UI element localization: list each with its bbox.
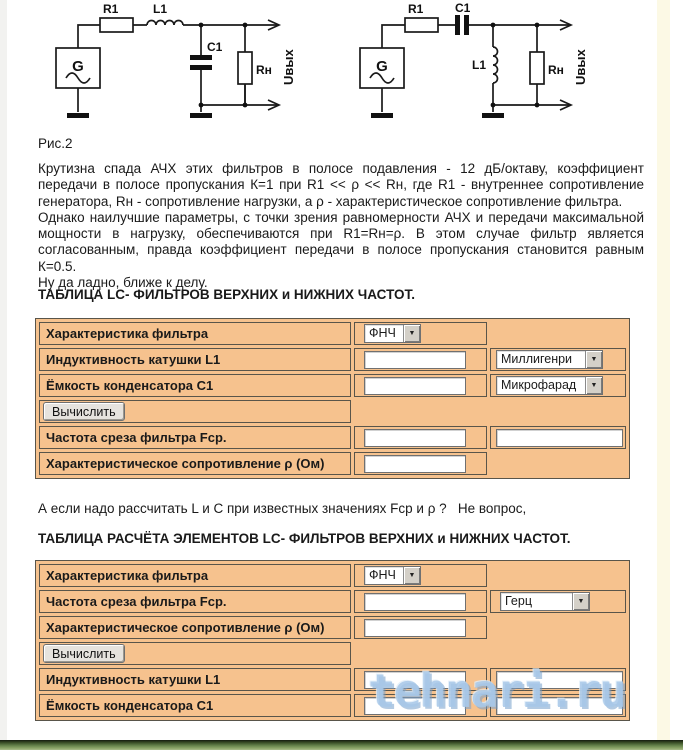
filter-type-value: ФНЧ [369, 326, 396, 340]
table-row [39, 564, 626, 587]
inductance-unit-value: Миллигенри [501, 352, 573, 366]
paragraph-line: Ну да ладно, ближе к делу. [38, 275, 208, 291]
label-g: G [72, 58, 84, 75]
filter-type-select[interactable] [364, 566, 421, 585]
table-row [39, 348, 626, 371]
capacitance-input[interactable] [364, 377, 466, 395]
impedance-label: Характеристическое сопротивление ρ (Ом) [46, 620, 325, 635]
inductance-input[interactable] [364, 351, 466, 369]
impedance-label: Характеристическое сопротивление ρ (Ом) [46, 456, 325, 471]
label-c1: C1 [207, 40, 223, 54]
label-uout: Uвых [573, 49, 588, 85]
table-row [39, 642, 626, 665]
table2-heading: ТАБЛИЦА РАСЧЁТА ЭЛЕМЕНТОВ LC- ФИЛЬТРОВ ВЕРХНИХ и НИЖНИХ ЧАСТОТ. [38, 531, 571, 546]
filter-type-label: Характеристика фильтра [46, 568, 209, 583]
capacitance-unit-value: Микрофарад [501, 378, 577, 392]
calculate-button[interactable]: Вычислить [43, 402, 125, 421]
label-rn: Rн [256, 63, 272, 77]
capacitance-label: Ёмкость конденсатора C1 [46, 698, 214, 713]
inductance-unit-select[interactable] [496, 350, 603, 369]
cutoff-frequency-input[interactable] [364, 593, 466, 611]
chevron-down-icon[interactable]: ▼ [572, 593, 589, 610]
label-l1: L1 [153, 2, 168, 16]
table-row [39, 400, 626, 423]
chevron-down-icon[interactable]: ▼ [403, 325, 420, 342]
inductance-label: Индуктивность катушки L1 [46, 672, 221, 687]
figure-caption: Рис.2 [38, 136, 73, 151]
cutoff-frequency-label: Частота среза фильтра Fср. [46, 594, 227, 609]
lowpass-circuit-schematic [56, 2, 296, 118]
lc-filter-table [35, 318, 630, 479]
frequency-unit-value: Герц [505, 594, 532, 608]
question-text: А если надо рассчитать L и C при известных значениях Fср и ρ ? Не вопрос, [38, 501, 527, 516]
filter-type-value: ФНЧ [369, 568, 396, 582]
cutoff-frequency-input[interactable] [364, 429, 466, 447]
calculate-button[interactable]: Вычислить [43, 644, 125, 663]
table-row [39, 590, 626, 613]
paragraph-line: Крутизна спада АЧХ этих фильтров в полосе подавления - 12 дБ/октаву, коэффициент передачи в полосе пропускания К=1 при R1 << ρ << Rн, где R1 - внутреннее сопротивление генератора, Rн - сопротивление нагрузки, а ρ - характеристическое сопротивление фильтра. [38, 161, 644, 209]
table-row [39, 426, 626, 449]
table-row [39, 616, 626, 639]
chevron-down-icon[interactable]: ▼ [585, 377, 602, 394]
footer-green-bar [0, 740, 683, 750]
filter-type-select[interactable] [364, 324, 421, 343]
cutoff-frequency-result-input[interactable] [496, 429, 623, 447]
capacitance-label: Ёмкость конденсатора C1 [46, 378, 214, 393]
frequency-unit-select[interactable] [500, 592, 590, 611]
label-r1: R1 [408, 2, 424, 16]
paragraph-line: Однако наилучшие параметры, с точки зрения равномерности АЧХ и передачи максимальной мощности в нагрузку, обеспечиваются при R1=Rн=ρ. В этом случае фильтр является согласованным, правда коэффициент передачи в полосе пропускания становится равным К=0.5. [38, 209, 644, 274]
table-row [39, 452, 626, 475]
capacitance-unit-select[interactable] [496, 376, 603, 395]
impedance-input[interactable] [364, 619, 466, 637]
label-rn: Rн [548, 63, 564, 77]
cutoff-frequency-label: Частота среза фильтра Fср. [46, 430, 227, 445]
label-r1: R1 [103, 2, 119, 16]
impedance-input[interactable] [364, 455, 466, 473]
highpass-circuit-schematic [360, 1, 588, 118]
label-c1: C1 [455, 1, 471, 15]
table1-heading: ТАБЛИЦА LC- ФИЛЬТРОВ ВЕРХНИХ и НИЖНИХ ЧАСТОТ. [38, 287, 415, 302]
table-row [39, 374, 626, 397]
filter-type-label: Характеристика фильтра [46, 326, 209, 341]
label-l1: L1 [472, 58, 487, 72]
chevron-down-icon[interactable]: ▼ [585, 351, 602, 368]
table-row [39, 322, 626, 345]
watermark: tehnari.ru [368, 664, 625, 718]
intro-paragraph [38, 161, 644, 291]
label-uout: Uвых [281, 49, 296, 85]
label-g: G [376, 58, 388, 75]
inductance-label: Индуктивность катушки L1 [46, 352, 221, 367]
circuit-diagrams [0, 0, 683, 132]
chevron-down-icon[interactable]: ▼ [403, 567, 420, 584]
